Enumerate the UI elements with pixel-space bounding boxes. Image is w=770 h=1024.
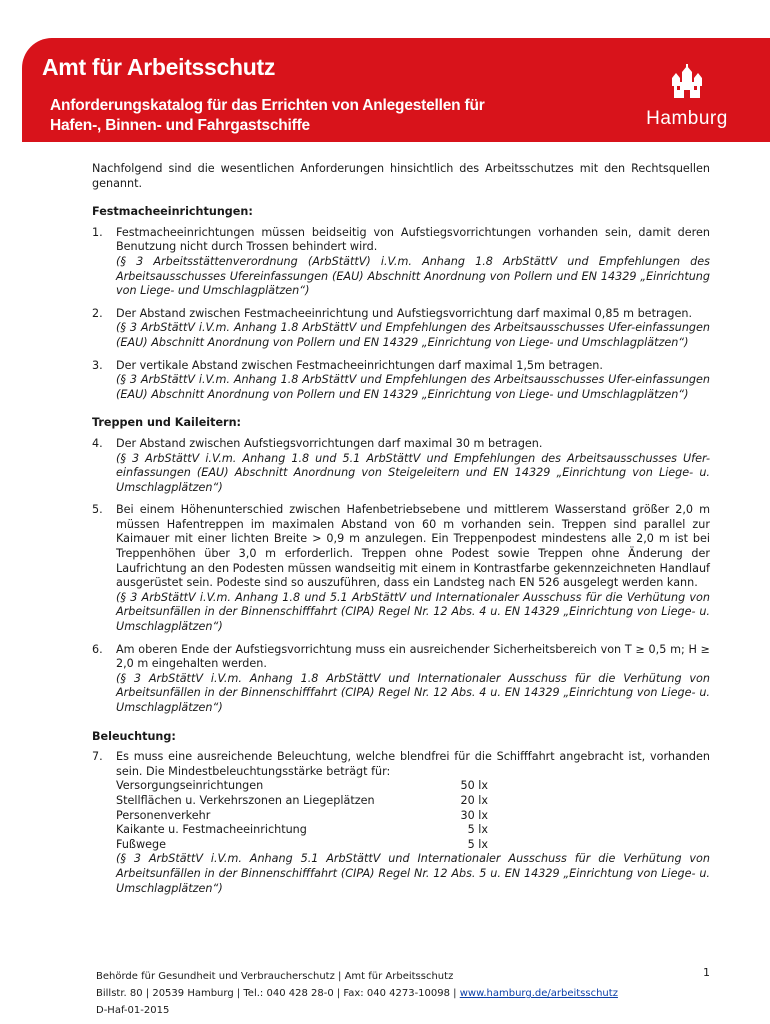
item-text: Am oberen Ende der Aufstiegsvorrichtung muss ein ausreichender Sicherheitsbereich von T ≥ 0,5 m; H ≥ 2,0 m eingehalten werden. bbox=[116, 642, 710, 671]
item-text: Der Abstand zwischen Aufstiegsvorrichtungen darf maximal 30 m betragen. bbox=[116, 436, 543, 450]
footer-contact bbox=[96, 985, 710, 1002]
table-cell-value: 20 lx bbox=[460, 793, 488, 807]
document-body bbox=[92, 162, 710, 904]
page-footer bbox=[96, 968, 710, 1019]
list-item bbox=[92, 359, 710, 403]
item-text: Bei einem Höhenunterschied zwischen Hafenbetriebsebene und mittlerem Wasserstand größer 2,0 m müssen Hafentreppen im maximalen Abstand von 60 m vorhanden sein. Treppen sind parallel zur Kaimauer mit einer lichten Breite > 0,9 m anzulegen. Ein Treppenpodest mindestens alle 2,0 m ist bei Treppenhöhen über 3,0 m erforderlich. Treppen ohne Podest sowie Treppen ohne Änderung der Laufrichtung an den Podesten müssen wandseitig mit einem in Kontrastfarbe gekennzeichneten Handlauf ausgerüstet sein. Podeste sind so auszuführen, dass ein Landsteg nach EN 526 ausgelegt werden kann. bbox=[116, 503, 710, 590]
section-heading: Festmacheeinrichtungen: bbox=[92, 205, 253, 219]
list-item bbox=[92, 226, 710, 299]
item-reference: (§ 3 ArbStättV i.V.m. Anhang 1.8 ArbStättV und Empfehlungen des Arbeitsausschusses Ufer-einfassungen (EAU) Abschnitt Anordnung von Pollern und EN 14329 „Einrichtung von Liege- und Umschlagplätzen“) bbox=[116, 373, 710, 401]
table-cell-label: Versorgungseinrichtungen bbox=[116, 779, 264, 793]
table-row bbox=[116, 838, 710, 853]
item-reference: (§ 3 ArbStättV i.V.m. Anhang 1.8 und 5.1 ArbStättV und Internationaler Ausschuss für die Verhütung von Arbeitsunfällen in der Binnenschifffahrt (CIPA) Regel Nr. 12 Abs. 4 u. EN 14329 „Einrichtung von Liege- u. Umschlagplätzen“) bbox=[116, 590, 710, 634]
list-item bbox=[92, 503, 710, 634]
illuminance-table bbox=[116, 779, 710, 852]
item-text: Festmacheeinrichtungen müssen beidseitig von Aufstiegsvorrichtungen vorhanden sein, damit deren Benutzung nicht durch Trossen behindert wird. bbox=[116, 225, 710, 254]
table-cell-value: 5 lx bbox=[467, 823, 488, 837]
item-reference: (§ 3 ArbStättV i.V.m. Anhang 1.8 und 5.1 ArbStättV und Empfehlungen des Arbeitsausschusses Ufer-einfassungen (EAU) Abschnitt Anordnung von Steigeleitern und EN 14329 „Einrichtung von Liege- u. Umschlagplätzen“) bbox=[116, 451, 710, 494]
table-cell-label: Kaikante u. Festmacheeinrichtung bbox=[116, 823, 307, 837]
item-reference: (§ 3 ArbStättV i.V.m. Anhang 1.8 ArbStättV und Empfehlungen des Arbeitsausschusses Ufer-einfassungen (EAU) Abschnitt Anordnung von Pollern und EN 14329 „Einrichtung von Liege- und Umschlagplätzen“) bbox=[116, 321, 710, 349]
section-heading: Treppen und Kaileitern: bbox=[92, 416, 242, 430]
document-subtitle: Anforderungskatalog für das Errichten von Anlegestellen für Hafen-, Binnen- und Fahrgastschiffe bbox=[50, 97, 485, 134]
list-item bbox=[92, 643, 710, 716]
item-number: 6. bbox=[92, 642, 103, 656]
item-reference: (§ 3 Arbeitsstättenverordnung (ArbStättV) i.V.m. Anhang 1.8 ArbStättV und Empfehlungen des Arbeitsausschusses Ufereinfassungen (EAU) Abschnitt Anordnung von Pollern und EN 14329 „Einrichtung von Liege- und Umschlagplätzen“) bbox=[116, 254, 710, 298]
list-item bbox=[92, 750, 710, 896]
section-heading: Beleuchtung: bbox=[92, 729, 176, 743]
castle-icon bbox=[670, 64, 704, 104]
table-cell-label: Fußwege bbox=[116, 837, 166, 851]
item-number: 2. bbox=[92, 306, 103, 320]
table-cell-value: 5 lx bbox=[467, 837, 488, 851]
table-cell-value: 50 lx bbox=[460, 779, 488, 793]
hamburg-logo bbox=[628, 64, 746, 134]
footer-agency: Behörde für Gesundheit und Verbraucherschutz | Amt für Arbeitsschutz bbox=[96, 971, 454, 982]
item-number: 3. bbox=[92, 358, 103, 372]
table-row bbox=[116, 794, 710, 809]
item-number: 5. bbox=[92, 503, 103, 517]
item-number: 4. bbox=[92, 436, 103, 450]
item-number: 1. bbox=[92, 225, 103, 239]
header-banner bbox=[22, 38, 770, 142]
page-title: Amt für Arbeitsschutz bbox=[42, 54, 276, 80]
list-item bbox=[92, 437, 710, 495]
table-row bbox=[116, 809, 710, 824]
website-link[interactable]: www.hamburg.de/arbeitsschutz bbox=[459, 988, 618, 999]
item-text: Es muss eine ausreichende Beleuchtung, welche blendfrei für die Schifffahrt angebracht ist, vorhanden sein. Die Mindestbeleuchtungsstärke beträgt für: bbox=[116, 750, 710, 778]
item-number: 7. bbox=[92, 750, 103, 764]
footer-address: Billstr. 80 | 20539 Hamburg | Tel.: 040 428 28-0 | Fax: 040 4273-10098 | bbox=[96, 988, 460, 999]
list-item bbox=[92, 307, 710, 351]
page-number: 1 bbox=[703, 966, 710, 979]
table-row bbox=[116, 823, 710, 838]
logo-wordmark: Hamburg bbox=[646, 108, 728, 129]
table-row bbox=[116, 779, 710, 794]
item-reference: (§ 3 ArbStättV i.V.m. Anhang 1.8 ArbStättV und Internationaler Ausschuss für die Verhütung von Arbeitsunfällen in der Binnenschifffahrt (CIPA) Regel Nr. 12 Abs. 4 u. EN 14329 „Einrichtung von Liege- u. Umschlagplätzen“) bbox=[116, 671, 710, 714]
item-text: Der vertikale Abstand zwischen Festmacheeinrichtungen darf maximal 1,5m betragen. bbox=[116, 358, 603, 372]
intro-paragraph: Nachfolgend sind die wesentlichen Anforderungen hinsichtlich des Arbeitsschutzes mit den Rechtsquellen genannt. bbox=[92, 162, 710, 190]
table-cell-label: Personenverkehr bbox=[116, 808, 211, 822]
item-text: Der Abstand zwischen Festmacheeinrichtung und Aufstiegsvorrichtung darf maximal 0,85 m betragen. bbox=[116, 306, 693, 320]
table-cell-label: Stellflächen u. Verkehrszonen an Liegeplätzen bbox=[116, 793, 375, 807]
document-code: D-Haf-01-2015 bbox=[96, 1005, 170, 1016]
table-cell-value: 30 lx bbox=[460, 808, 488, 822]
item-reference: (§ 3 ArbStättV i.V.m. Anhang 5.1 ArbStättV und Internationaler Ausschuss für die Verhütung von Arbeitsunfällen in der Binnenschifffahrt (CIPA) Regel Nr. 12 Abs. 5 u. EN 14329 „Einrichtung von Liege- u. Umschlagplätzen“) bbox=[116, 852, 710, 895]
